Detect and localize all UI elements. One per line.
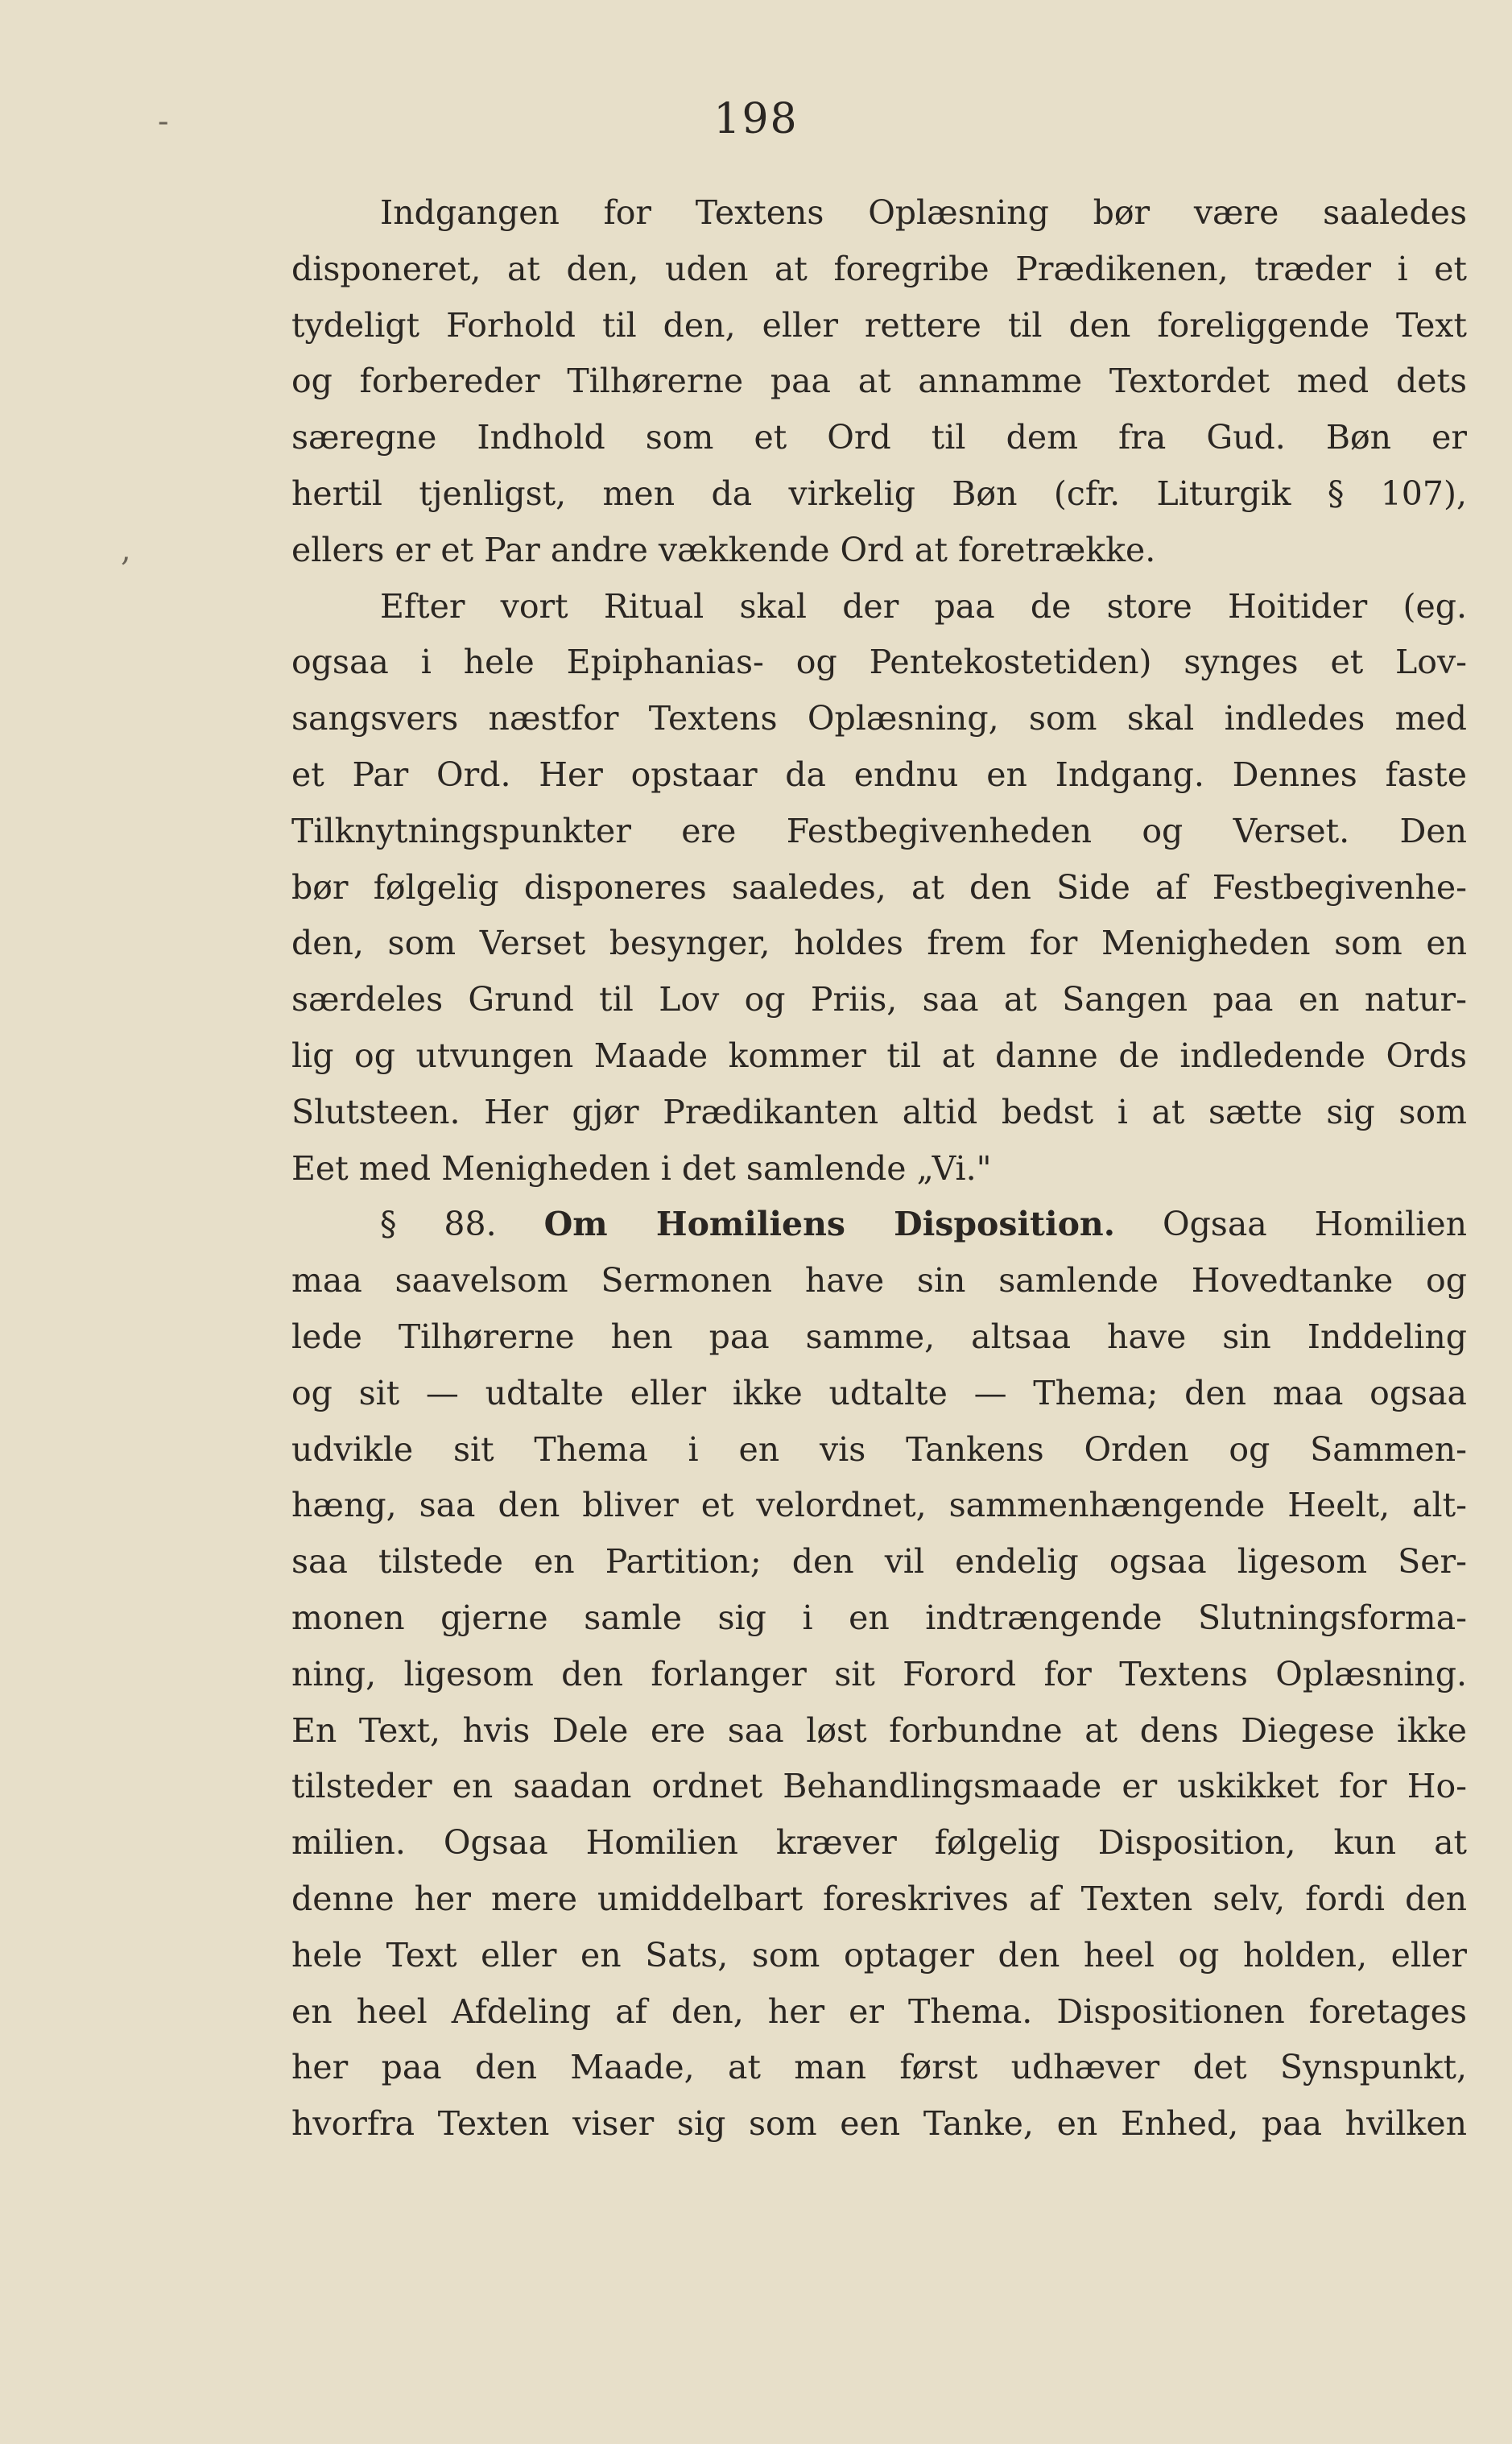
text-line: særdeles Grund til Lov og Priis, saa at Sangen paa en natur- [291,980,1467,1019]
text-line: udvikle sit Thema i en vis Tankens Orden og Sammen- [291,1429,1467,1469]
text-line: hæng, saa den bliver et velordnet, sammenhængende Heelt, alt- [291,1486,1467,1525]
text-line: monen gjerne samle sig i en indtrængende Slutningsforma- [291,1598,1467,1637]
text-line: Indgangen for Textens Oplæsning bør være saaledes [380,193,1467,232]
text-line: lig og utvungen Maade kommer til at danne de indledende Ords [291,1036,1467,1075]
text-line: særegne Indhold som et Ord til dem fra Gud. Bøn er [291,418,1467,457]
text-line: tydeligt Forhold til den, eller rettere til den foreliggende Text [291,305,1467,345]
text-line: bør følgelig disponeres saaledes, at den Side af Festbegivenhe- [291,867,1467,907]
text-line: og sit — udtalte eller ikke udtalte — Thema; den maa ogsaa [291,1373,1467,1412]
section-title: Om Homiliens Disposition. [543,1205,1116,1244]
body-text [291,185,1467,2152]
text-line: ellers er et Par andre vækkende Ord at foretrække. [291,530,1156,569]
text-line: Efter vort Ritual skal der paa de store Hoitider (eg. [380,586,1467,626]
text-line: hvorfra Texten viser sig som een Tanke, en Enhed, paa hvilken [291,2104,1467,2144]
section-number: § 88. [380,1205,497,1244]
text-line: og forbereder Tilhørerne paa at annamme Textordet med dets [291,362,1467,401]
text-line: den, som Verset besynger, holdes frem for Menigheden som en [291,924,1467,963]
text-line: hertil tjenligst, men da virkelig Bøn (cfr. Liturgik § 107), [291,473,1467,513]
text-line: denne her mere umiddelbart foreskrives af Texten selv, fordi den [291,1879,1467,1918]
text-line: sangsvers næstfor Textens Oplæsning, som skal indledes med [291,699,1467,738]
text-line: En Text, hvis Dele ere saa løst forbundne at dens Diegese ikke [291,1710,1467,1750]
text-line: tilsteder en saadan ordnet Behandlingsmaade er uskikket for Ho- [291,1767,1467,1806]
text-line: maa saavelsom Sermonen have sin samlende Hovedtanke og [291,1261,1467,1301]
text-line: milien. Ogsaa Homilien kræver følgelig Disposition, kun at [291,1823,1467,1863]
text-line: her paa den Maade, at man først udhæver det Synspunkt, [291,2048,1467,2087]
text-line: lede Tilhørerne hen paa samme, altsaa have sin Inddeling [291,1317,1467,1356]
margin-mark-top: - [158,103,169,140]
text-line: Ogsaa Homilien [1162,1205,1467,1244]
text-line: Eet med Menigheden i det samlende „Vi." [291,1148,992,1188]
page-number: 198 [713,95,799,143]
text-line: en heel Afdeling af den, her er Thema. Dispositionen foretages [291,1991,1467,2031]
section-heading-line [291,1197,1467,1253]
text-line: ogsaa i hele Epiphanias- og Pentekostetiden) synges et Lov- [291,643,1467,682]
text-line: ning, ligesom den forlanger sit Forord for Textens Oplæsning. [291,1654,1467,1693]
text-line: Slutsteen. Her gjør Prædikanten altid bedst i at sætte sig som [291,1092,1467,1131]
text-line: saa tilstede en Partition; den vil endelig ogsaa ligesom Ser- [291,1542,1467,1582]
margin-mark-side: , [121,531,131,569]
text-line: et Par Ord. Her opstaar da endnu en Indgang. Dennes faste [291,755,1467,794]
text-line: Tilknytningspunkter ere Festbegivenheden og Verset. Den [291,811,1467,850]
text-line: hele Text eller en Sats, som optager den heel og holden, eller [291,1935,1467,1975]
text-line: disponeret, at den, uden at foregribe Prædikenen, træder i et [291,249,1467,288]
